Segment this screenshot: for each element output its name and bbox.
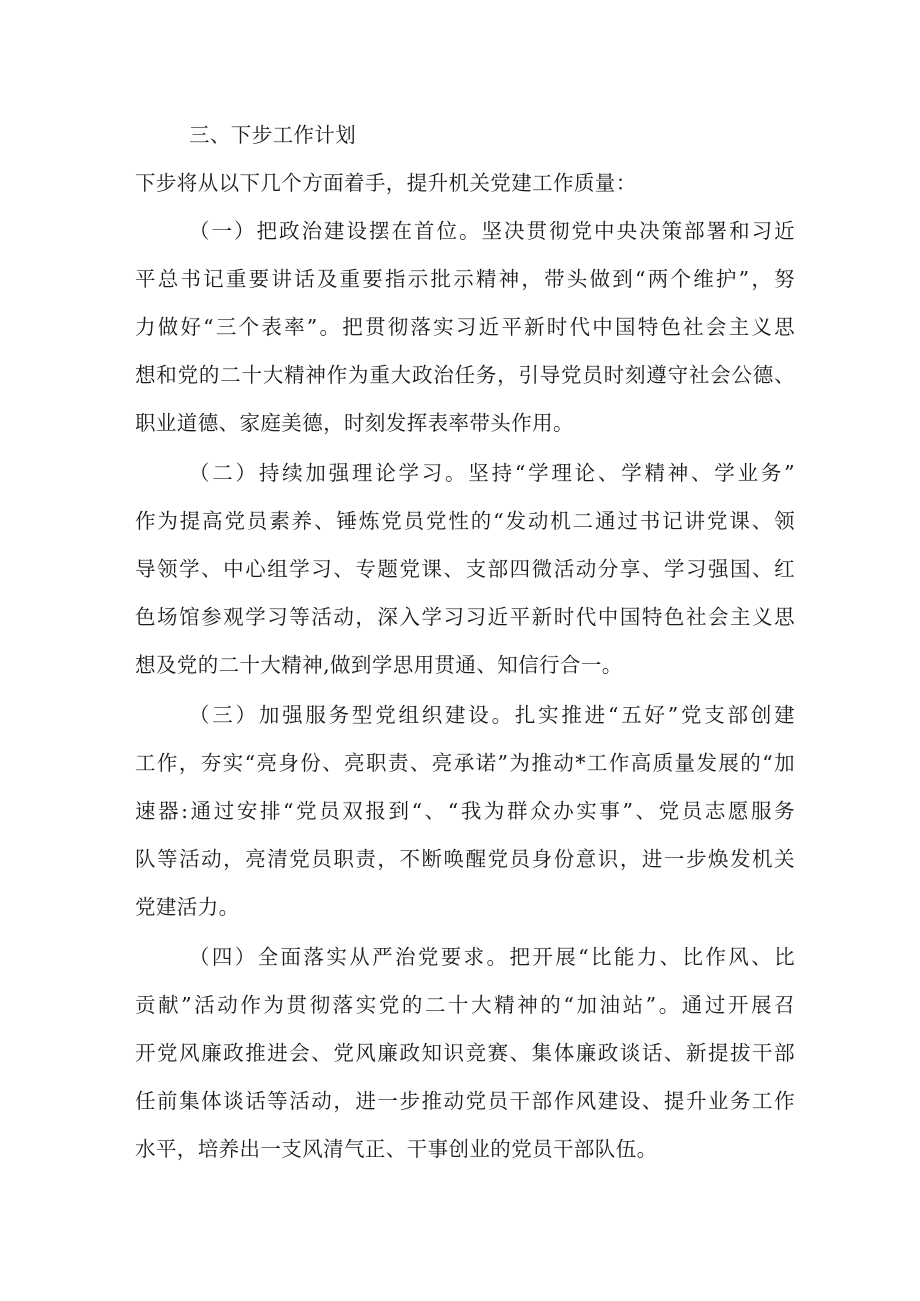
paragraph-line: （三）加强服务型党组织建设。扎实推进“五好”党支部创建 [189, 703, 795, 727]
paragraph-line: 工作，夯实“亮身份、亮职责、亮承诺”为推动*工作高质量发展的“加 [135, 751, 795, 775]
paragraph-line: 任前集体谈话等活动，进一步推动党员干部作风建设、提升业务工作 [135, 1089, 795, 1113]
intro-sentence: 下步将从以下几个方面着手，提升机关党建工作质量： [135, 171, 637, 195]
paragraph-line: 开党风廉政推进会、党风廉政知识竞赛、集体廉政谈话、新提拔干部 [135, 1041, 795, 1065]
paragraph-line: 作为提高党员素养、锤炼党员党性的“发动机二通过书记讲党课、领 [135, 509, 795, 533]
paragraph-line: （四）全面落实从严治党要求。把开展“比能力、比作风、比 [189, 945, 795, 969]
paragraph-line: （二）持续加强理论学习。坚持“学理论、学精神、学业务” [189, 461, 795, 485]
paragraph-line: 导领学、中心组学习、专题党课、支部四微活动分享、学习强国、红 [135, 557, 795, 581]
paragraph-line: 党建活力。 [135, 895, 240, 919]
paragraph-line: 水平，培养出一支风清气正、干事创业的党员干部队伍。 [135, 1137, 658, 1161]
paragraph-line: 力做好“三个表率”。把贯彻落实习近平新时代中国特色社会主义思 [135, 315, 795, 339]
paragraph-line: 色场馆参观学习等活动，深入学习习近平新时代中国特色社会主义思 [135, 605, 795, 629]
paragraph-line: 平总书记重要讲话及重要指示批示精神，带头做到“两个维护”，努 [135, 267, 795, 291]
paragraph-line: 想及党的二十大精神,做到学思用贯通、知信行合一。 [135, 653, 623, 677]
paragraph-line: 速器:通过安排“党员双报到“、“我为群众办实事”、党员志愿服务 [135, 799, 795, 823]
paragraph-line: 职业道德、家庭美德，时刻发挥表率带头作用。 [135, 411, 574, 435]
paragraph-line: 想和党的二十大精神作为重大政治任务，引导党员时刻遵守社会公德、 [135, 363, 795, 387]
paragraph-line: 贡献”活动作为贯彻落实党的二十大精神的“加油站”。通过开展召 [135, 993, 795, 1017]
paragraph-line: 队等活动，亮清党员职责，不断唤醒党员身份意识，进一步焕发机关 [135, 847, 795, 871]
section-heading: 三、下步工作计划 [189, 123, 357, 147]
paragraph-line: （一）把政治建设摆在首位。坚决贯彻党中央决策部署和习近 [189, 219, 795, 243]
